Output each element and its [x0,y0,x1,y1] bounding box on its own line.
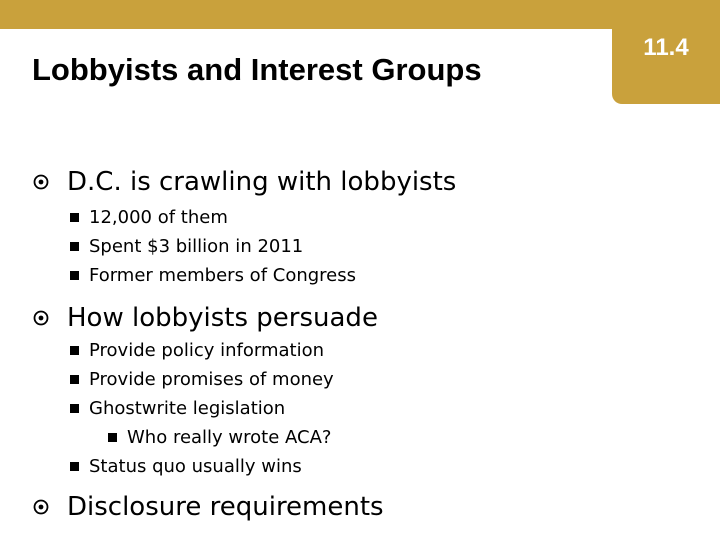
bullet-item [33,491,384,523]
square-bullet-icon [70,462,79,471]
bullet-text: D.C. is crawling with lobbyists [67,167,457,197]
sub-bullet-item [70,263,356,287]
sub-bullet-item [70,234,303,258]
sub-bullet-text: Provide promises of money [89,368,334,390]
square-bullet-icon [70,346,79,355]
sub-sub-bullet-text: Who really wrote ACA? [127,426,332,448]
sub-bullet-text: Ghostwrite legislation [89,397,286,419]
square-bullet-icon [108,433,117,442]
sub-bullet-text: 12,000 of them [89,206,228,228]
bullet-item [33,166,456,198]
sub-bullet-text: Former members of Congress [89,264,357,286]
target-bullet-icon [33,310,49,326]
bullet-text: Disclosure requirements [67,492,384,522]
bullet-item [33,302,378,334]
sub-bullet-item [70,205,228,229]
target-bullet-icon [33,499,49,515]
sub-bullet-text: Spent $3 billion in 2011 [89,235,304,257]
square-bullet-icon [70,404,79,413]
sub-bullet-text: Provide policy information [89,339,325,361]
bullet-text: How lobbyists persuade [67,303,378,333]
slide-title: Lobbyists and Interest Groups [32,52,482,87]
sub-bullet-item [70,396,285,420]
section-number: 11.4 [643,34,689,61]
sub-bullet-item [70,338,324,362]
square-bullet-icon [70,213,79,222]
sub-bullet-text: Status quo usually wins [89,455,302,477]
sub-bullet-item [70,454,302,478]
target-bullet-icon [33,174,49,190]
square-bullet-icon [70,375,79,384]
sub-sub-bullet-item [108,425,331,449]
sub-bullet-item [70,367,334,391]
square-bullet-icon [70,271,79,280]
square-bullet-icon [70,242,79,251]
